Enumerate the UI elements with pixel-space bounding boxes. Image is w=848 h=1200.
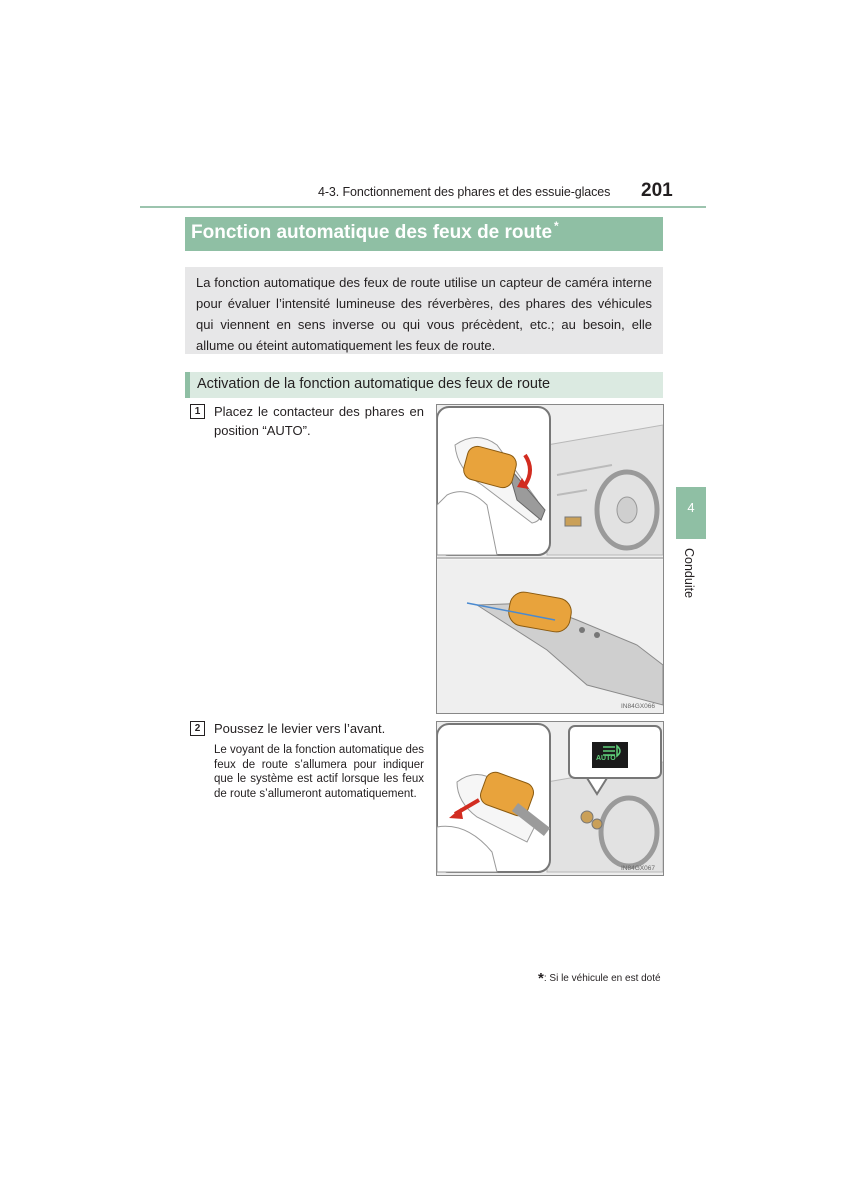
footnote — [538, 970, 661, 987]
figure-1 — [436, 404, 664, 714]
section-title-bar — [185, 217, 663, 251]
step-1-text: Placez le contacteur des phares en position “AUTO”. — [214, 404, 424, 438]
auto-indicator-label: AUTO — [596, 755, 616, 762]
section-title: Fonction automatique des feux de route * — [191, 219, 559, 243]
step-1-number: 1 — [190, 404, 205, 419]
lever-rotate-illustration-icon — [437, 405, 663, 713]
figure-2-code: IN84GX067 — [621, 865, 655, 872]
page-number: 201 — [641, 180, 673, 201]
chapter-tab-number: 4 — [687, 500, 695, 515]
chapter-tab — [676, 487, 706, 539]
chapter-tab-label: Conduite — [682, 548, 696, 599]
header-rule — [140, 206, 706, 208]
chapter-header: 4-3. Fonctionnement des phares et des essuie-glaces — [318, 185, 611, 199]
lever-push-illustration-icon — [437, 722, 663, 875]
footnote-asterisk: * — [538, 970, 544, 987]
intro-box — [185, 267, 663, 354]
step-2-number: 2 — [190, 721, 205, 736]
intro-text: La fonction automatique des feux de route utilise un capteur de caméra interne pour évaluer l’intensité lumineuse des réverbères, des phares des véhicules qui viennent en sens inverse ou qui vous précèdent, etc.; au besoin, elle allume ou éteint automatiquement les feux de route. — [196, 275, 652, 353]
subsection-title: Activation de la fonction automatique des feux de route — [197, 376, 551, 392]
subsection-bar — [185, 372, 663, 398]
subsection-marker — [185, 372, 190, 398]
figure-2 — [436, 721, 664, 876]
footnote-mark: * — [554, 219, 559, 233]
step-2-text: Poussez le levier vers l’avant. — [214, 721, 386, 736]
footnote-text: : Si le véhicule en est doté — [543, 973, 661, 984]
figure-1-code: IN84GX066 — [621, 703, 655, 710]
step-2-note: Le voyant de la fonction automatique des feux de route s’allumera pour indiquer que le système est actif lorsque les feux de route s’allumeront automatiquement. — [214, 744, 424, 800]
